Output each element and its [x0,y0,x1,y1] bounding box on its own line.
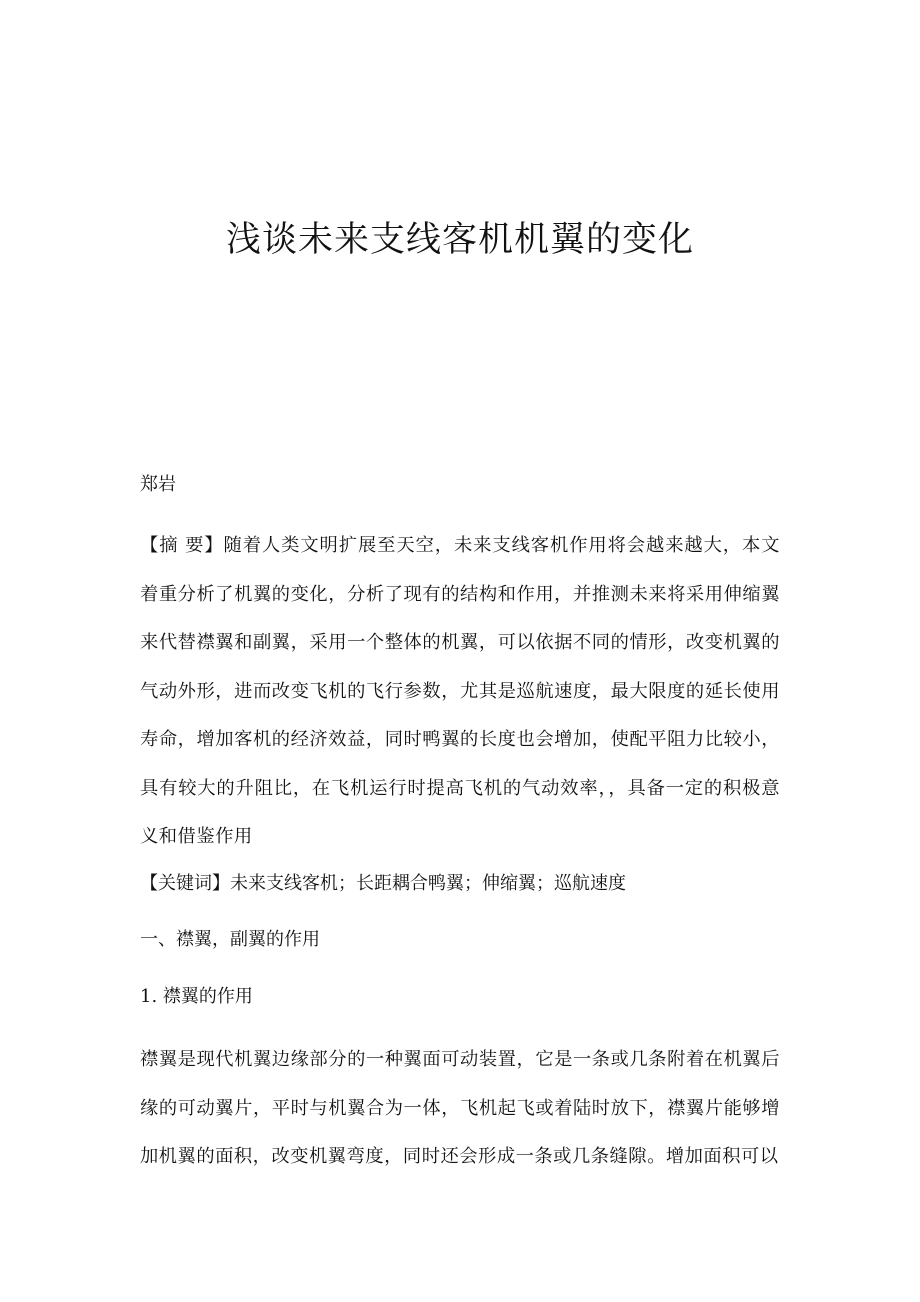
section-heading: 一、襟翼，副翼的作用 [140,929,320,950]
document-title: 浅谈未来支线客机机翼的变化 [225,220,694,260]
keywords-line: 【关键词】未来支线客机；长距耦合鸭翼；伸缩翼；巡航速度 [140,873,626,894]
author-name: 郑岩 [140,474,176,495]
body-paragraph: 襟翼是现代机翼边缘部分的一种翼面可动装置，它是一条或几条附着在机翼后缘的可动翼片，平时与机翼合为一体，飞机起飞或着陆时放下，襟翼片能够增加机翼的面积，改变机翼弯度，同时还会形成一条或几条缝隙。增加面积可以 [140,1049,780,1167]
subsection-heading: 1. 襟翼的作用 [140,986,253,1007]
abstract-paragraph: 【摘 要】随着人类文明扩展至天空，未来支线客机作用将会越来越大，本文着重分析了机翼的变化，分析了现有的结构和作用，并推测未来将采用伸缩翼来代替襟翼和副翼，采用一个整体的机翼，可以依据不同的情形，改变机翼的气动外形，进而改变飞机的飞行参数，尤其是巡航速度，最大限度的延长使用寿命，增加客机的经济效益，同时鸭翼的长度也会增加，使配平阻力比较小，具有较大的升阻比，在飞机运行时提高飞机的气动效率，，具备一定的积极意义和借鉴作用 [140,535,780,847]
